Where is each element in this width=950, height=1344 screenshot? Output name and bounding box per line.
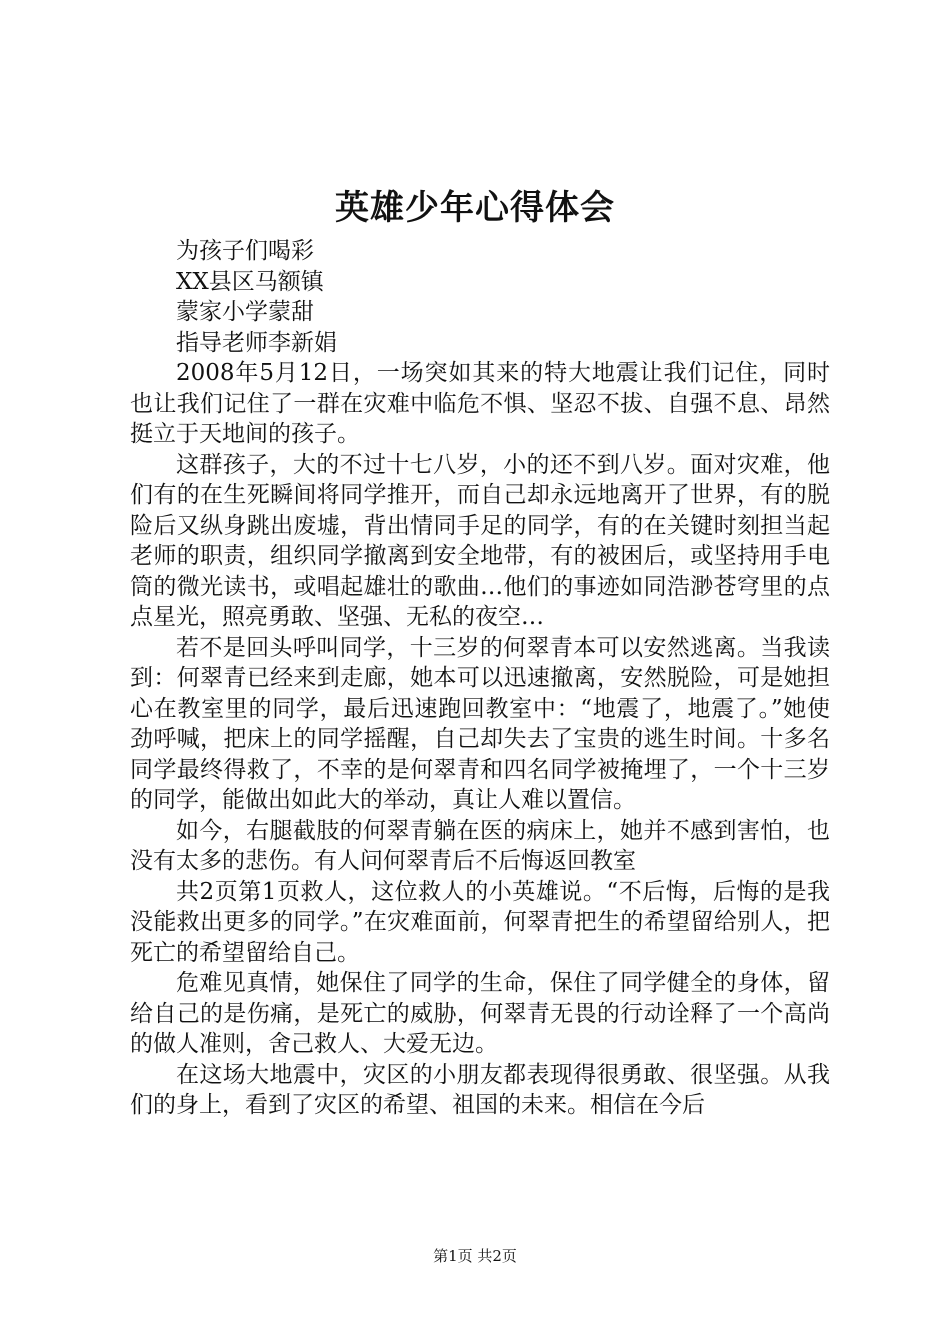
paragraph: 危难见真情，她保住了同学的生命，保住了同学健全的身体，留给自己的是伤痛，是死亡的威胁，何翠青无畏的行动诠释了一个高尚的做人准则，舍己救人、大爱无边。 xyxy=(130,970,830,1057)
paragraph-location: XX县区马额镇 xyxy=(176,268,324,295)
document-title: 英雄少年心得体会 xyxy=(335,188,615,228)
paragraph: 如今，右腿截肢的何翠青躺在医的病床上，她并不感到害怕，也没有太多的悲伤。有人问何翠青后不后悔返回教室 xyxy=(130,817,830,874)
paragraph: 共2页第1页救人，这位救人的小英雄说。“不后悔，后悔的是我没能救出更多的同学。”在灾难面前，何翠青把生的希望留给别人，把死亡的希望留给自己。 xyxy=(130,878,830,966)
paragraph: 2008年5月12日，一场突如其来的特大地震让我们记住，同时也让我们记住了一群在灾难中临危不惧、坚忍不拔、自强不息、昂然挺立于天地间的孩子。 xyxy=(130,360,830,447)
page-footer: 第1页 共2页 xyxy=(433,1247,517,1265)
paragraph-author: 蒙家小学蒙甜 xyxy=(176,299,314,325)
paragraph: 在这场大地震中，灾区的小朋友都表现得很勇敢、很坚强。从我们的身上，看到了灾区的希望、祖国的未来。相信在今后 xyxy=(130,1061,830,1118)
paragraph-advisor: 指导老师李新娟 xyxy=(176,329,337,356)
paragraph: 这群孩子，大的不过十七八岁，小的还不到八岁。面对灾难，他们有的在生死瞬间将同学推开，而自己却永远地离开了世界，有的脱险后又纵身跳出废墟，背出情同手足的同学，有的在关键时刻担当起老师的职责，组织同学撤离到安全地带，有的被困后，或坚持用手电筒的微光读书，或唱起雄壮的歌曲…他们的事迹如同浩渺苍穹里的点点星光，照亮勇敢、坚强、无私的夜空… xyxy=(130,451,830,630)
paragraph: 若不是回头呼叫同学，十三岁的何翠青本可以安然逃离。当我读到：何翠青已经来到走廊，她本可以迅速撤离，安然脱险，可是她担心在教室里的同学，最后迅速跑回教室中：“地震了，地震了。”她使劲呼喊，把床上的同学摇醒，自己却失去了宝贵的逃生时间。十多名同学最终得救了，不幸的是何翠青和四名同学被掩埋了，一个十三岁的同学，能做出如此大的举动，真让人难以置信。 xyxy=(130,634,830,813)
document-body xyxy=(130,236,830,1121)
paragraph-subtitle: 为孩子们喝彩 xyxy=(176,238,314,264)
